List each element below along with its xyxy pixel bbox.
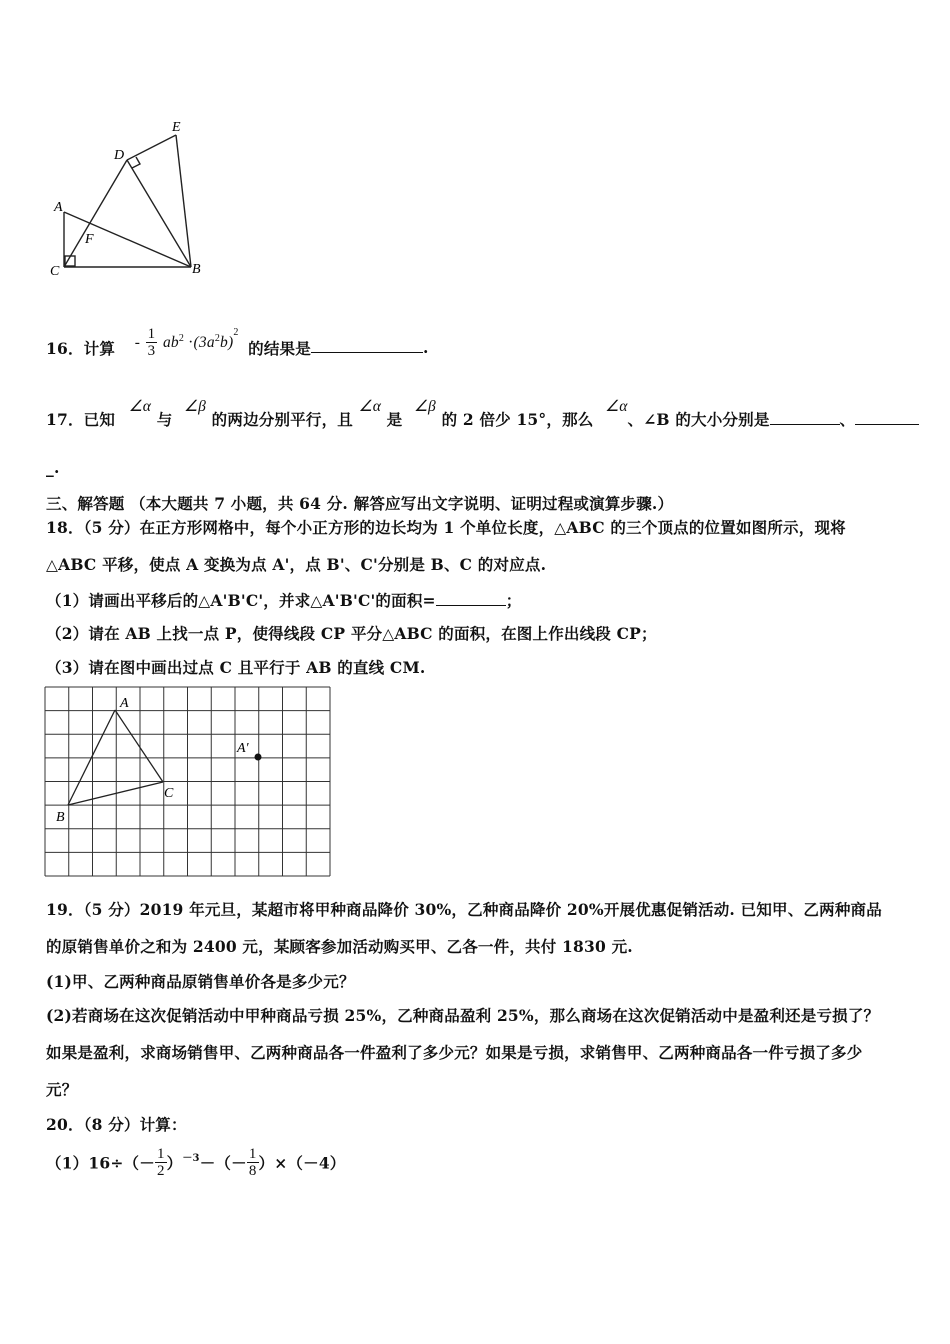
q20-text-a: （1）16÷（－ (46, 1153, 155, 1173)
triangle-side-ac (115, 710, 163, 782)
q17-answer-blank-1[interactable] (770, 423, 840, 425)
section-3-title: 三、解答题 （本大题共 7 小题，共 64 分. 解答应写出文字说明、证明过程或演算步骤.） (46, 494, 674, 513)
q16-expression: $ab^2 \cdot(3a^2b)^2$ (162, 326, 239, 352)
q16-tail: 的结果是 (248, 338, 311, 358)
label-f: F (85, 232, 94, 247)
q20-fraction-1: $\frac{1}{2}$ (156, 1146, 165, 1179)
q17-wrap: _. (46, 458, 60, 477)
q20-text-d: ）×（－4） (258, 1153, 346, 1173)
label-e: E (172, 120, 181, 135)
triangle-side-bc (68, 782, 163, 805)
q17-label: 17．已知 (46, 410, 116, 429)
grid-label-a-prime: A′ (237, 741, 249, 756)
q18-area-blank[interactable] (436, 604, 506, 606)
q18-part-3: （3）请在图中画出过点 C 且平行于 AB 的直线 CM. (46, 658, 426, 677)
triangle-figure (44, 115, 224, 285)
q19-line-1: 19．（5 分）2019 年元旦，某超市将甲种商品降价 30%，乙种商品降价 20%开展优惠促销活动. 已知甲、乙两种商品 (46, 900, 882, 919)
q17-alpha-2: ∠α (358, 398, 382, 415)
segment-db (127, 160, 191, 267)
q19-line-2: 的原销售单价之和为 2400 元，某顾客参加活动购买甲、乙各一件，共付 1830 元. (46, 937, 633, 956)
q17-beta-2: ∠β (413, 398, 436, 415)
q20-exponent: －3 (182, 1153, 200, 1164)
grid-lines (45, 687, 330, 876)
grid-label-b: B (56, 810, 65, 825)
q17-answer-blank-2[interactable] (855, 423, 919, 425)
q17-separator: 、 (839, 410, 856, 429)
q20-title: 20．（8 分）计算： (46, 1115, 187, 1134)
q19-part-2-line-3: 元？ (46, 1080, 78, 1099)
q17-alpha-3: ∠α (605, 398, 628, 415)
segment-cd (64, 160, 127, 267)
q16-fraction: $\frac{1}{3}$ (147, 326, 156, 359)
q17-beta-1: ∠β (184, 398, 207, 415)
q20-fraction-2: $\frac{1}{8}$ (248, 1146, 257, 1179)
point-a-prime (255, 754, 262, 761)
q16-label: 16．计算 (46, 338, 116, 358)
label-a: A (54, 200, 63, 215)
q20-part-1 (46, 1146, 346, 1179)
right-angle-d (132, 157, 140, 168)
grid-label-a: A (120, 696, 129, 711)
question-17 (46, 398, 919, 429)
q18-part-1: （1）请画出平移后的△A'B'C'，并求△A'B'C'的面积= ； (46, 591, 522, 610)
q18-line-1: 18．（5 分）在正方形网格中，每个小正方形的边长均为 1 个单位长度，△ABC 的三个顶点的位置如图所示，现将 (46, 518, 846, 537)
q17-text-1: 与 (156, 410, 173, 429)
q20-text-b: ） (166, 1153, 183, 1173)
label-d: D (114, 148, 125, 163)
q19-part-1: (1)甲、乙两种商品原销售单价各是多少元？ (46, 972, 355, 991)
segment-de (127, 135, 176, 160)
label-c: C (50, 264, 60, 279)
q17-text-2: 的两边分别平行，且 (211, 410, 353, 429)
q18-part-2: （2）请在 AB 上找一点 P，使得线段 CP 平分△ABC 的面积，在图上作出线段 CP； (46, 624, 657, 643)
q20-text-c: －（－ (199, 1153, 247, 1173)
grid-figure (44, 686, 334, 878)
q17-text-4: 的 2 倍少 15°，那么 (441, 410, 594, 429)
q16-answer-blank[interactable] (311, 351, 423, 353)
q18-line-2: △ABC 平移，使点 A 变换为点 A'，点 B'、C'分别是 B、C 的对应点. (46, 555, 547, 574)
question-16 (46, 326, 429, 359)
segment-ab (64, 212, 191, 267)
q17-text-5: 、∠B 的大小分别是 (627, 410, 770, 429)
q16-period: . (422, 338, 429, 357)
q19-part-2-line-2: 如果是盈利，求商场销售甲、乙两种商品各一件盈利了多少元？如果是亏损，求销售甲、乙两种商品各一件亏损了多少 (46, 1043, 863, 1062)
grid-label-c: C (164, 786, 174, 801)
label-b: B (192, 262, 201, 277)
segment-eb (176, 135, 191, 267)
q16-minus: - (134, 333, 141, 351)
q19-part-2-line-1: (2)若商场在这次促销活动中甲种商品亏损 25%，乙种商品盈利 25%，那么商场在这次促销活动中是盈利还是亏损了？ (46, 1006, 880, 1025)
q17-text-3: 是 (386, 410, 403, 429)
q17-alpha-1: ∠α (128, 398, 152, 415)
